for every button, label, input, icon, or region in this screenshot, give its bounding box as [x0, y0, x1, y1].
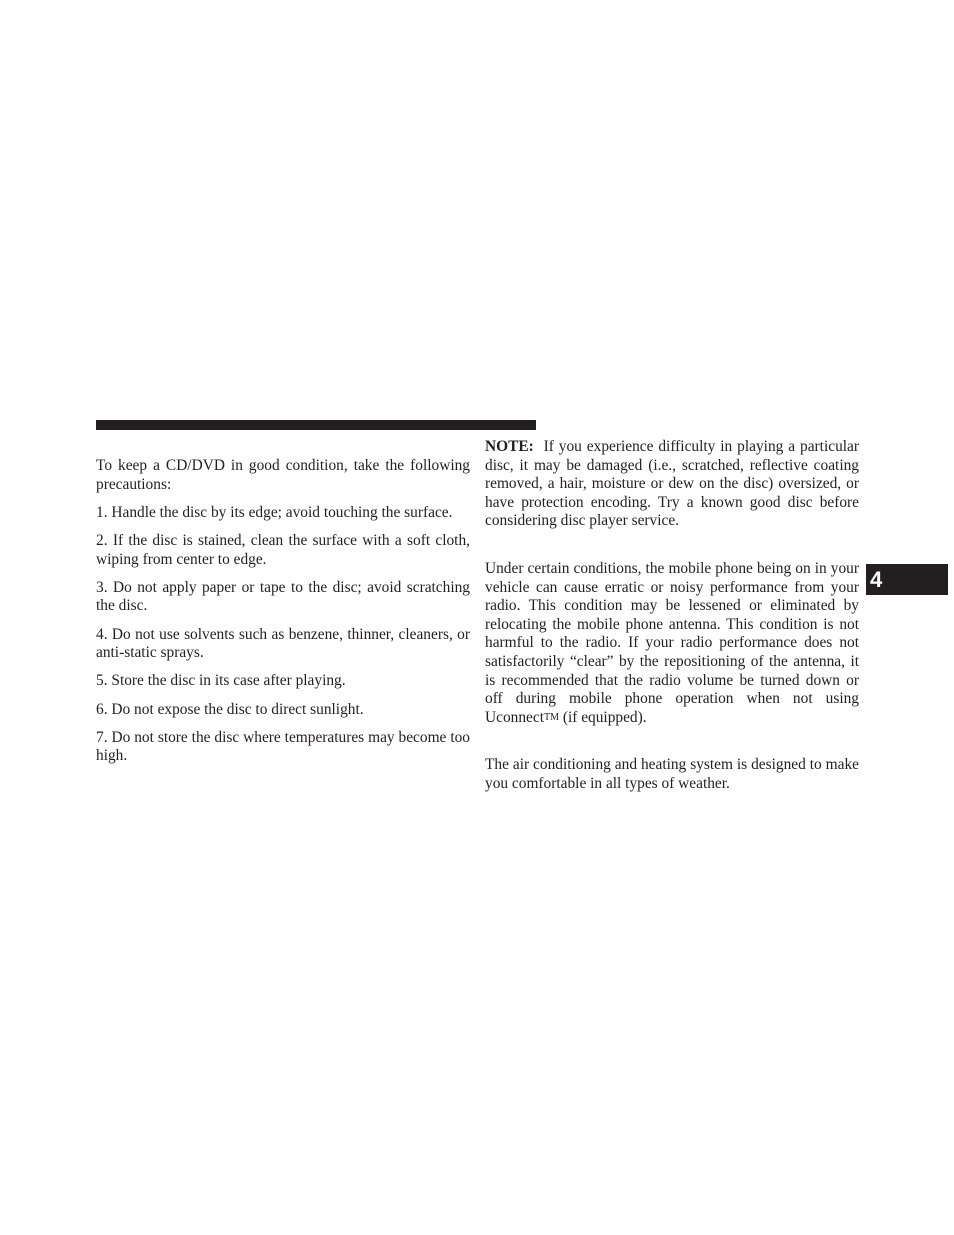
disc-care-item-6: 6. Do not expose the disc to direct sunlight. [96, 700, 364, 718]
radio-interference-paragraph [485, 560, 859, 727]
disc-care-item-4: 4. Do not use solvents such as benzene, thinner, cleaners, or anti-static sprays. [96, 625, 470, 662]
right-column [485, 438, 859, 794]
disc-care-item-3: 3. Do not apply paper or tape to the disc; avoid scratching the disc. [96, 578, 470, 615]
note-label: NOTE: [485, 438, 534, 455]
radio-interference-text: Under certain conditions, the mobile phone being on in your vehicle can cause erratic or noisy performance from your radio. This condition may be lessened or eliminated by relocating the mobile phone antenna. This condition is not harmful to the radio. If your radio performance does not satisfactorily “clear” by the repositioning of the antenna, it is recommended that the radio volume be turned down or off during mobile phone operation when not using Uconnect [485, 559, 859, 726]
left-column [96, 457, 470, 766]
radio-interference-suffix: (if equipped). [558, 708, 647, 726]
note-text: If you experience difficulty in playing a particular disc, it may be damaged (i.e., scratched, reflective coating removed, a hair, moisture or dew on the disc) oversized, or have protection encoding. Try a known good disc before considering disc player service. [485, 438, 859, 530]
disc-care-item-2: 2. If the disc is stained, clean the surface with a soft cloth, wiping from center to edge. [96, 531, 470, 568]
disc-care-item-1: 1. Handle the disc by its edge; avoid touching the surface. [96, 503, 453, 521]
trademark-mark: TM [543, 711, 559, 723]
chapter-tab: 4 [866, 564, 948, 595]
disc-care-intro: To keep a CD/DVD in good condition, take the following precautions: [96, 457, 470, 493]
climate-paragraph: The air conditioning and heating system is designed to make you comfortable in all types of weather. [485, 756, 859, 792]
disc-care-item-7: 7. Do not store the disc where temperatures may become too high. [96, 728, 470, 765]
disc-care-item-5: 5. Store the disc in its case after playing. [96, 672, 346, 690]
note-paragraph [485, 438, 859, 531]
section-heading-rule [96, 420, 536, 430]
